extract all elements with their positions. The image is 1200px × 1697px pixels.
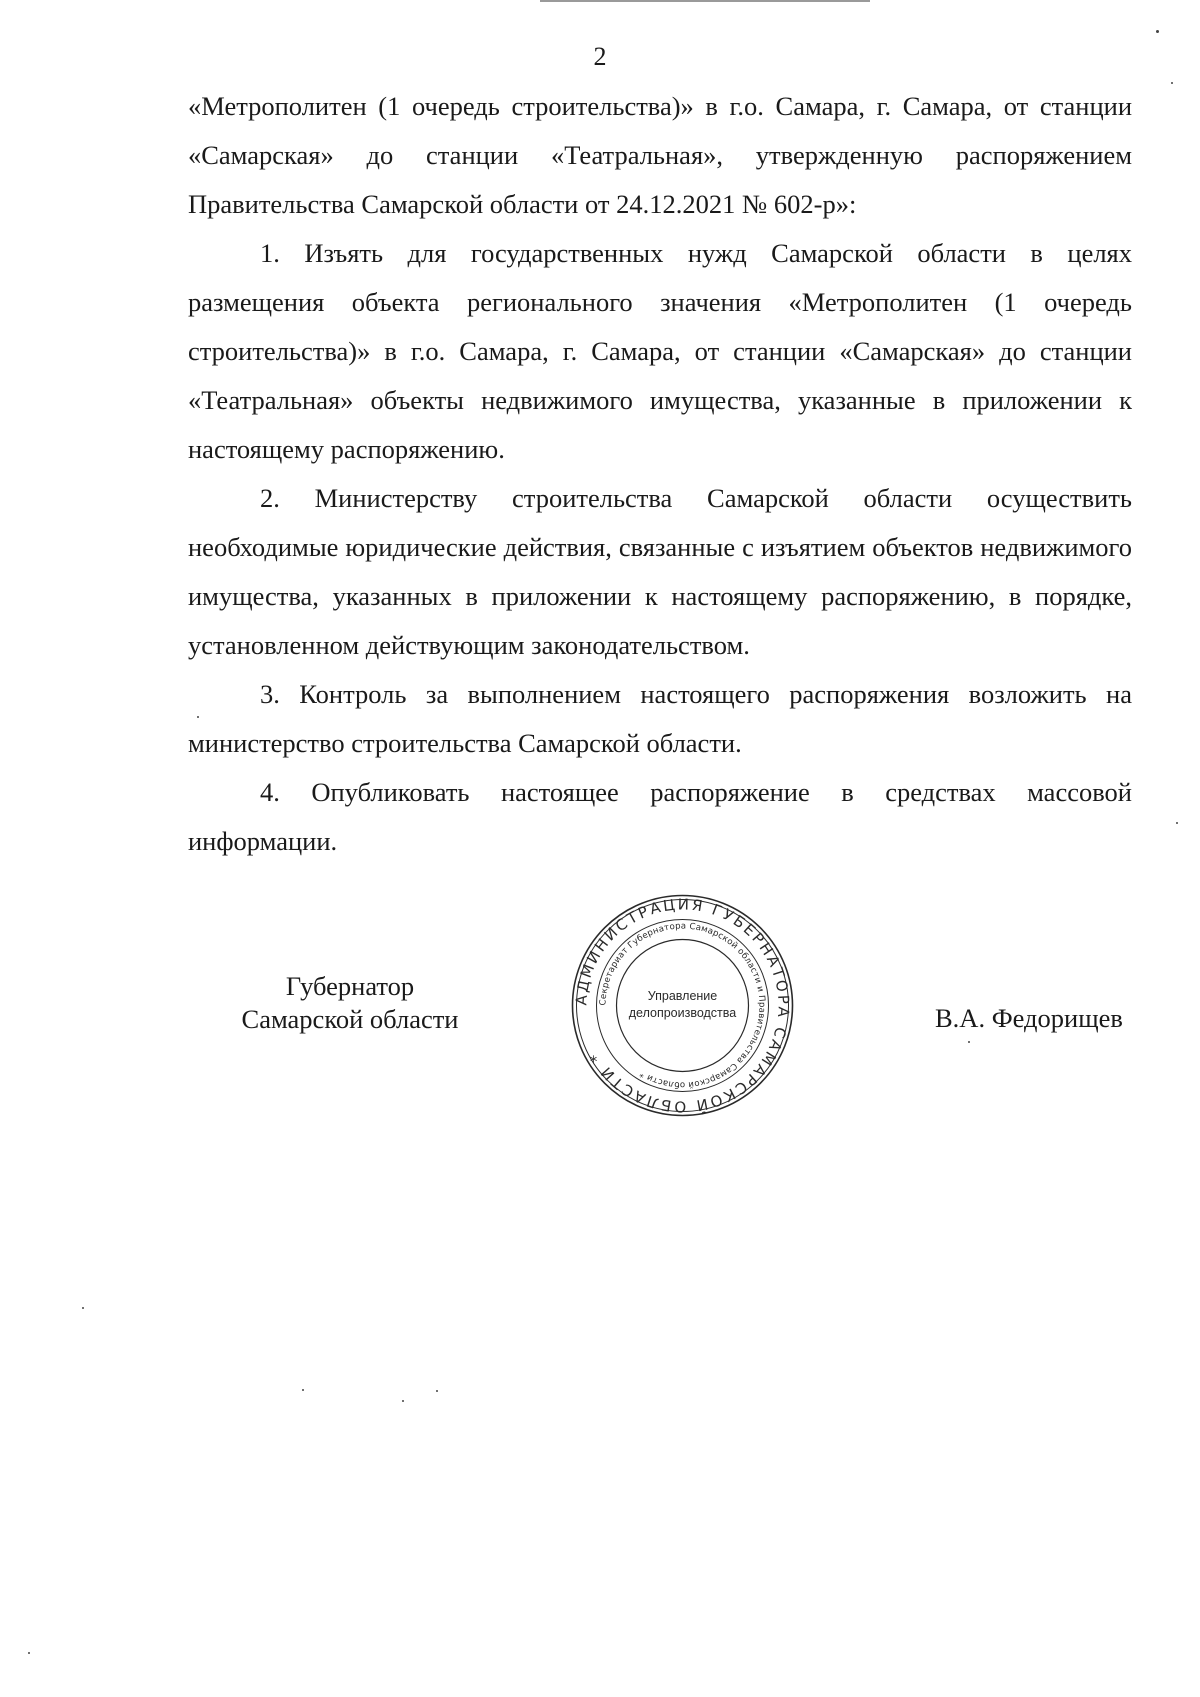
scan-speck (402, 1400, 404, 1402)
scan-speck (82, 1307, 84, 1309)
signatory-title (200, 970, 500, 1036)
scan-speck (968, 1041, 970, 1043)
official-stamp (570, 893, 795, 1118)
item-paragraph-3: 3. Контроль за выполнением настоящего распоряжения возложить на министерство строительства Самарской области. (188, 679, 1132, 758)
scan-speck (28, 1652, 30, 1654)
signatory-title-line-1: Губернатор (285, 971, 415, 1001)
scan-speck (302, 1389, 304, 1391)
item-paragraph-2: 2. Министерству строительства Самарской области осуществить необходимые юридические действия, связанные с изъятием объектов недвижимого имущества, указанных в приложении к настоящему распоряжению, в порядке, установленном действующим законодательством. (188, 483, 1132, 660)
scan-speck (1171, 82, 1173, 84)
scan-speck (1176, 822, 1178, 824)
scan-speck (1156, 30, 1159, 33)
scan-speck (436, 1390, 438, 1392)
signatory-title-line-2: Самарской области (241, 1004, 459, 1034)
scan-speck (197, 716, 199, 718)
stamp-center-line-2: делопроизводства (628, 1006, 737, 1020)
stamp-inner-text: Секретариат Губернатора Самарской области и Правительства Самарской области * (598, 921, 767, 1090)
item-paragraph-4: 4. Опубликовать настоящее распоряжение в средствах массовой информации. (188, 777, 1132, 856)
signatory-name: В.А. Федорищев (935, 1003, 1123, 1033)
intro-paragraph: «Метрополитен (1 очередь строительства)» в г.о. Самара, г. Самара, от станции «Самарская» до станции «Театральная», утвержденную распоряжением Правительства Самарской области от 24.12.2021 № 602-р»: (188, 91, 1132, 219)
stamp-outer-text: АДМИНИСТРАЦИЯ ГУБЕРНАТОРА САМАРСКОЙ ОБЛАСТИ * (572, 895, 793, 1116)
scan-edge-line (540, 0, 870, 2)
item-paragraph-1: 1. Изъять для государственных нужд Самарской области в целях размещения объекта регионального значения «Метрополитен (1 очередь строительства)» в г.о. Самара, г. Самара, от станции «Самарская» до станции «Театральная» объекты недвижимого имущества, указанные в приложении к настоящему распоряжению. (188, 238, 1132, 464)
page-number: 2 (593, 42, 607, 71)
stamp-center-line-1: Управление (647, 989, 718, 1003)
document-body (188, 82, 1132, 866)
